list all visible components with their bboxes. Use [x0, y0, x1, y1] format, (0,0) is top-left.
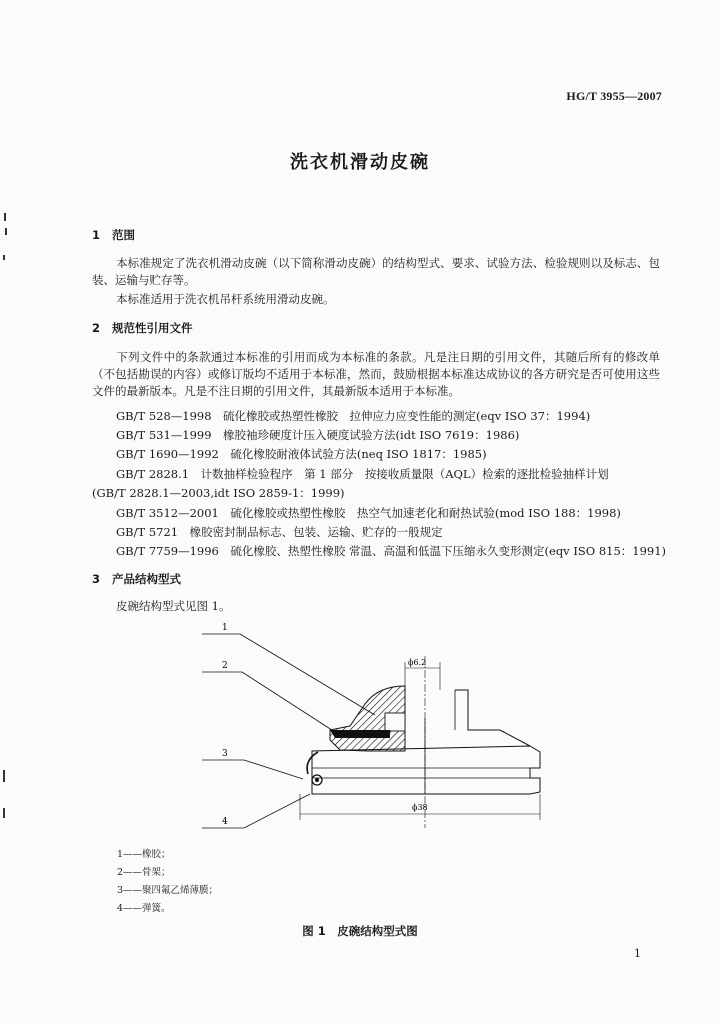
scan-mark [4, 213, 6, 221]
callout-3-leader [244, 760, 303, 779]
section-1-paragraph-1: 本标准规定了洗衣机滑动皮碗（以下简称滑动皮碗）的结构型式、要求、试验方法、检验规则以及标志、包装、运输与贮存等。 [92, 256, 660, 287]
section-number: 2 [92, 321, 101, 335]
ptfe-film [307, 752, 318, 774]
section-2-heading [92, 320, 193, 336]
figure-caption-number: 图 1 [302, 924, 326, 938]
scan-mark [3, 808, 5, 818]
section-number: 3 [92, 572, 101, 586]
legend-item: 4——弹簧。 [117, 903, 171, 914]
section-heading-text: 范围 [112, 228, 135, 242]
callout-2-leader [242, 672, 335, 732]
reference-item: GB/T 2828.1 计数抽样检验程序 第 1 部分 按接收质量限（AQL）检索的逐批检验抽样计划 [116, 467, 609, 481]
scan-mark [5, 228, 7, 235]
callout-3-label: 3 [222, 749, 228, 759]
reference-item: GB/T 531—1999 橡胶袖珍硬度计压入硬度试验方法(idt ISO 7619：1986) [116, 428, 520, 442]
reference-item: GB/T 5721 橡胶密封制品标志、包装、运输、贮存的一般规定 [116, 525, 443, 539]
callout-1-leader [240, 634, 375, 715]
spring-core [315, 778, 319, 782]
scan-mark [3, 255, 5, 260]
section-number: 1 [92, 228, 101, 242]
callout-1-label: 1 [222, 623, 228, 633]
scan-mark [3, 770, 5, 782]
section-3-heading [92, 571, 181, 587]
reference-item: GB/T 3512—2001 硫化橡胶或热塑性橡胶 热空气加速老化和耐热试验(mod ISO 188：1998) [116, 506, 621, 520]
skeleton-insert [385, 713, 405, 731]
reference-item: GB/T 1690—1992 硫化橡胶耐液体试验方法(neq ISO 1817：1985) [116, 447, 487, 461]
section-heading-text: 规范性引用文件 [112, 321, 193, 335]
standard-code: HG/T 3955—2007 [566, 89, 662, 103]
section-3-paragraph-1: 皮碗结构型式见图 1。 [116, 599, 231, 613]
callout-2-label: 2 [222, 661, 228, 671]
legend-item: 1——橡胶； [117, 849, 171, 860]
boss-outline [455, 690, 530, 746]
figure-caption-text: 皮碗结构型式图 [337, 924, 418, 938]
dimension-top-label: ϕ6.2 [408, 658, 427, 667]
cup-structure-figure [200, 618, 560, 838]
section-1-heading [92, 227, 135, 243]
section-2-paragraph-1: 下列文件中的条款通过本标准的引用而成为本标准的条款。凡是注日期的引用文件，其随后所有的修改单（不包括勘误的内容）或修订版均不适用于本标准，然而，鼓励根据本标准达成协议的各方研究是否可使用这些文件的最新版本。凡是不注日期的引用文件，其最新版本适用于本标准。 [92, 350, 660, 398]
legend-item: 3——聚四氟乙烯薄膜； [117, 885, 219, 896]
dimension-bottom-label: ϕ38 [412, 803, 428, 812]
page-number: 1 [634, 947, 641, 960]
callout-4-label: 4 [222, 817, 228, 827]
section-1-paragraph-2: 本标准适用于洗衣机吊杆系统用滑动皮碗。 [116, 292, 335, 306]
skeleton-strip [330, 730, 390, 738]
section-heading-text: 产品结构型式 [112, 572, 181, 586]
document-title: 洗衣机滑动皮碗 [290, 152, 430, 173]
reference-item: GB/T 7759—1996 硫化橡胶、热塑性橡胶 常温、高温和低温下压缩永久变形测定(eqv ISO 815：1991) [116, 544, 667, 558]
cup-body-outline [312, 746, 540, 794]
figure-caption [0, 923, 720, 939]
legend-item: 2——骨架； [117, 867, 171, 878]
reference-item-continuation: (GB/T 2828.1—2003,idt ISO 2859-1：1999) [92, 486, 345, 500]
reference-item: GB/T 528—1998 硫化橡胶或热塑性橡胶 拉伸应力应变性能的测定(eqv ISO 37：1994) [116, 409, 591, 423]
